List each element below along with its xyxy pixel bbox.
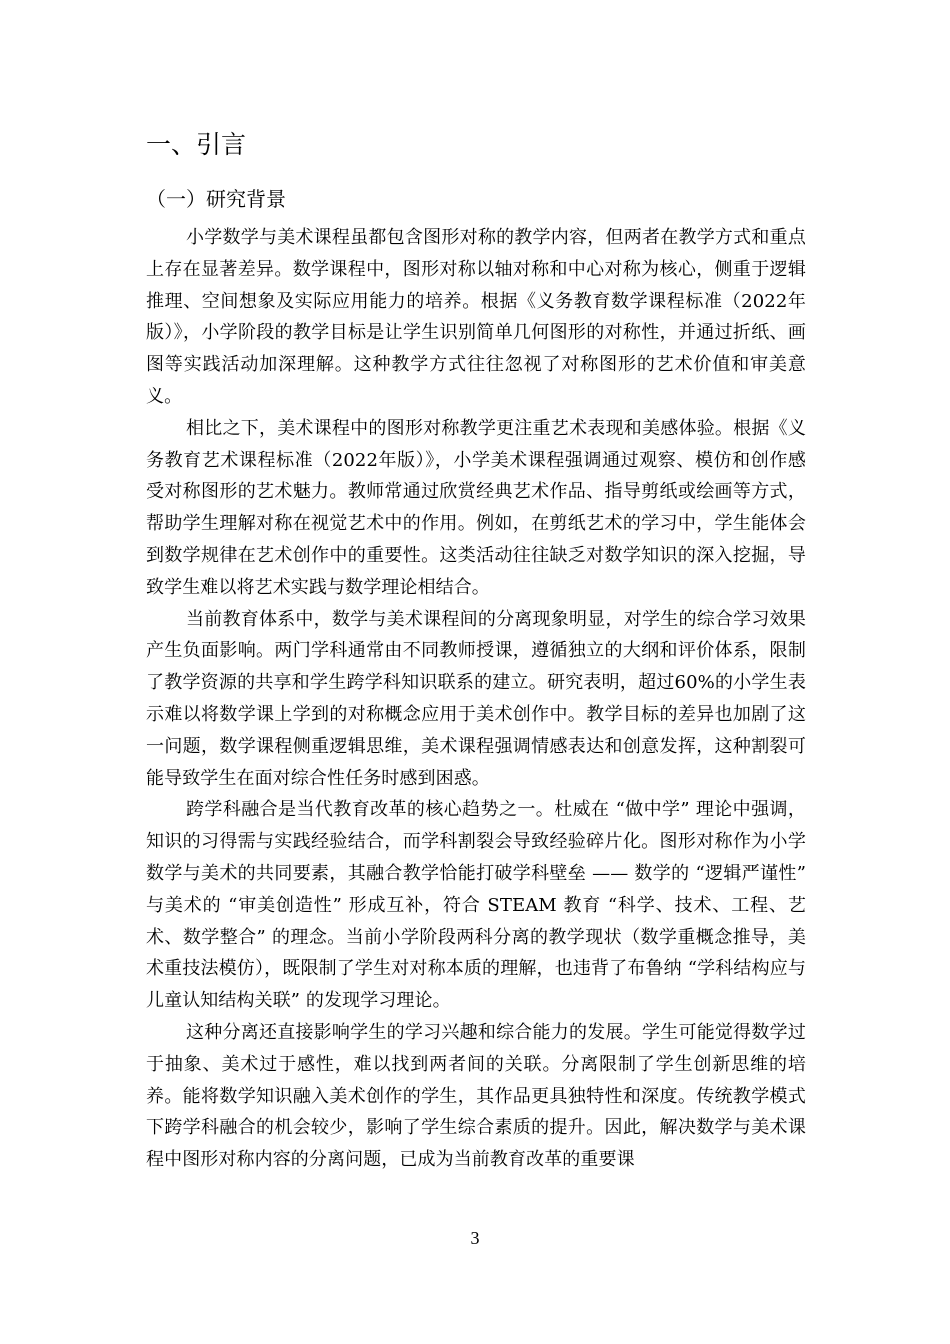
paragraph-3: 当前教育体系中，数学与美术课程间的分离现象明显，对学生的综合学习效果产生负面影响。两门学科通常由不同教师授课，遵循独立的大纲和评价体系，限制了教学资源的共享和学生跨学科知识联系的建立。研究表明，超过60%的小学生表示难以将数学课上学到的对称概念应用于美术创作中。教学目标的差异也加剧了这一问题，数学课程侧重逻辑思维，美术课程强调情感表达和创意发挥，这种割裂可能导致学生在面对综合性任务时感到困惑。 xyxy=(146,608,806,789)
page-number: 3 xyxy=(470,1228,480,1248)
paragraph-4: 跨学科融合是当代教育改革的核心趋势之一。杜威在 “做中学” 理论中强调，知识的习得需与实践经验结合，而学科割裂会导致经验碎片化。图形对称作为小学数学与美术的共同要素，其融合教学恰能打破学科壁垒 —— 数学的 “逻辑严谨性” 与美术的 “审美创造性” 形成互补，符合 STEAM 教育 “科学、技术、工程、艺术、数学整合” 的理念。当前小学阶段两科分离的教学现状（数学重概念推导，美术重技法模仿），既限制了学生对对称本质的理解，也违背了布鲁纳 “学科结构应与儿童认知结构关联” 的发现学习理论。 xyxy=(146,799,806,1012)
paragraph-5: 这种分离还直接影响学生的学习兴趣和综合能力的发展。学生可能觉得数学过于抽象、美术过于感性，难以找到两者间的关联。分离限制了学生创新思维的培养。能将数学知识融入美术创作的学生，其作品更具独特性和深度。传统教学模式下跨学科融合的机会较少，影响了学生综合素质的提升。因此，解决数学与美术课程中图形对称内容的分离问题，已成为当前教育改革的重要课 xyxy=(146,1021,806,1171)
subsection-heading: （一）研究背景 xyxy=(146,187,286,211)
section-heading: 一、引言 xyxy=(146,130,247,159)
paragraph-2: 相比之下，美术课程中的图形对称教学更注重艺术表现和美感体验。根据《义务教育艺术课程标准（2022年版）》，小学美术课程强调通过观察、模仿和创作感受对称图形的艺术魅力。教师常通过欣赏经典艺术作品、指导剪纸或绘画等方式，帮助学生理解对称在视觉艺术中的作用。例如，在剪纸艺术的学习中，学生能体会到数学规律在艺术创作中的重要性。这类活动往往缺乏对数学知识的深入挖掘，导致学生难以将艺术实践与数学理论相结合。 xyxy=(146,417,806,598)
body-text xyxy=(146,222,806,1176)
paragraph-1: 小学数学与美术课程虽都包含图形对称的教学内容，但两者在教学方式和重点上存在显著差异。数学课程中，图形对称以轴对称和中心对称为核心，侧重于逻辑推理、空间想象及实际应用能力的培养。根据《义务教育数学课程标准（2022年版）》，小学阶段的教学目标是让学生识别简单几何图形的对称性，并通过折纸、画图等实践活动加深理解。这种教学方式往往忽视了对称图形的艺术价值和审美意义。 xyxy=(146,227,806,407)
